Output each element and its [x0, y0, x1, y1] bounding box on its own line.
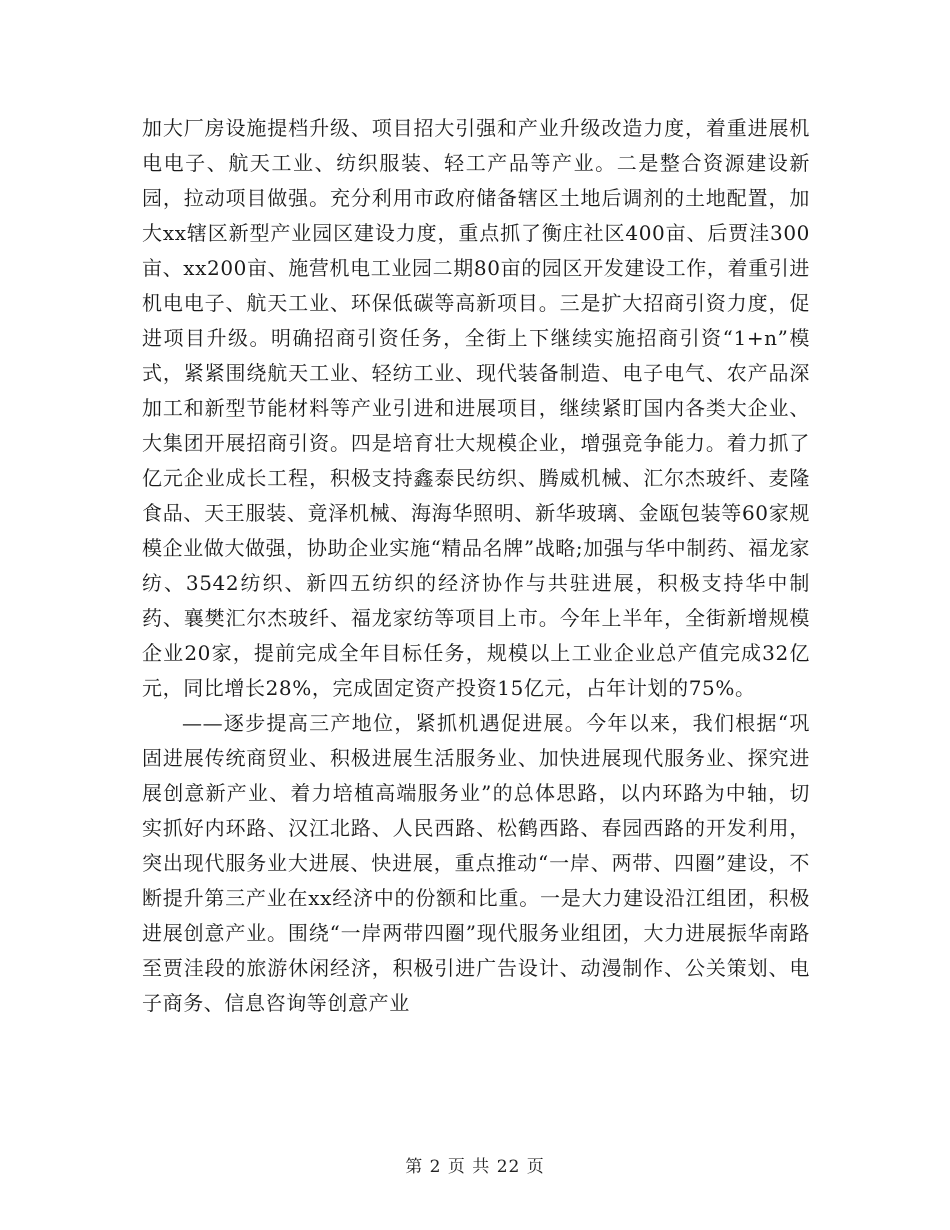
paragraph-2: ——逐步提高三产地位，紧抓机遇促进展。今年以来，我们根据“巩固进展传统商贸业、积极进展生活服务业、加快进展现代服务业、探究进展创意新产业、着力培植高端服务业”的总体思路，以内环路为中轴，切实抓好内环路、汉江北路、人民西路、松鹤西路、春园西路的开发利用，突出现代服务业大进展、快进展，重点推动“一岸、两带、四圈”建设，不断提升第三产业在xx经济中的份额和比重。一是大力建设沿江组团，积极进展创意产业。围绕“一岸两带四圈”现代服务业组团，大力进展振华南路至贾洼段的旅游休闲经济，积极引进广告设计、动漫制作、公关策划、电子商务、信息咨询等创意产业 — [142, 711, 810, 1015]
page-number: 第 2 页 共 22 页 — [405, 1157, 545, 1177]
paragraph-1: 加大厂房设施提档升级、项目招大引强和产业升级改造力度，着重进展机电电子、航天工业、纺织服装、轻工产品等产业。二是整合资源建设新园，拉动项目做强。充分利用市政府储备辖区土地后调剂的土地配置，加大xx辖区新型产业园区建设力度，重点抓了衡庄社区400亩、后贾洼300亩、xx200亩、施营机电工业园二期80亩的园区开发建设工作，着重引进机电电子、航天工业、环保低碳等高新项目。三是扩大招商引资力度，促进项目升级。明确招商引资任务，全街上下继续实施招商引资“1+n”模式，紧紧围绕航天工业、轻纺工业、现代装备制造、电子电气、农产品深加工和新型节能材料等产业引进和进展项目，继续紧盯国内各类大企业、大集团开展招商引资。四是培育壮大规模企业，增强竞争能力。着力抓了亿元企业成长工程，积极支持鑫泰民纺织、腾威机械、汇尔杰玻纤、麦隆食品、天王服装、竟泽机械、海海华照明、新华玻璃、金瓯包装等60家规模企业做大做强，协助企业实施“精品名牌”战略;加强与华中制药、福龙家纺、3542纺织、新四五纺织的经济协作与共驻进展，积极支持华中制药、襄樊汇尔杰玻纤、福龙家纺等项目上市。今年上半年，全街新增规模企业20家，提前完成全年目标任务，规模以上工业企业总产值完成32亿元，同比增长28%，完成固定资产投资15亿元，占年计划的75%。 — [142, 116, 810, 700]
document-body — [142, 111, 810, 1021]
page-footer — [0, 1152, 950, 1177]
